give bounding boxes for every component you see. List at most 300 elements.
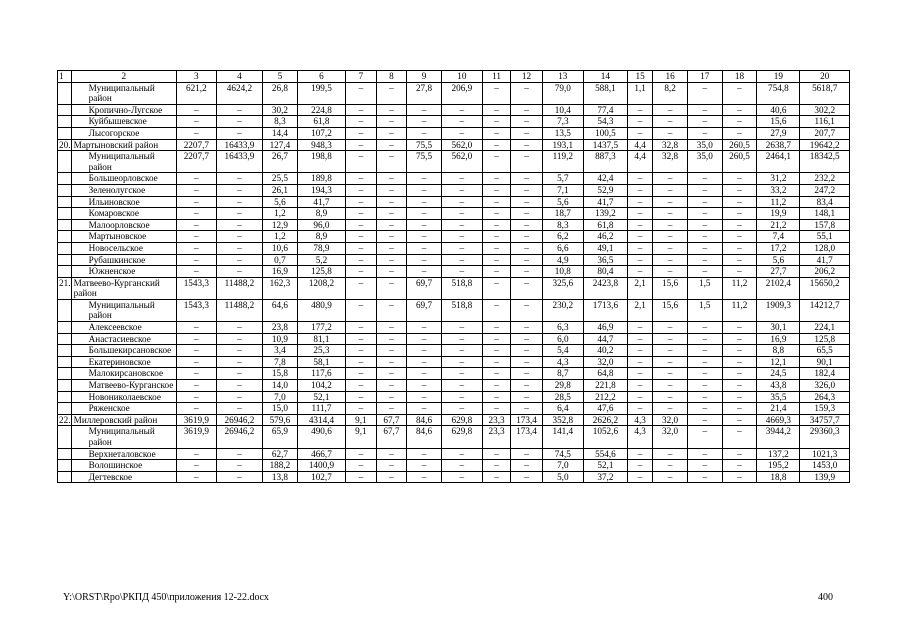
value-cell: – bbox=[627, 266, 652, 278]
table-row bbox=[58, 299, 850, 321]
row-number bbox=[58, 368, 72, 380]
value-cell: – bbox=[407, 322, 442, 334]
value-cell: 33,2 bbox=[757, 184, 800, 196]
value-cell: 111,7 bbox=[297, 403, 345, 415]
value-cell: 61,8 bbox=[297, 116, 345, 128]
value-cell: 518,8 bbox=[441, 277, 482, 299]
value-cell: 35,0 bbox=[687, 139, 722, 151]
value-cell: – bbox=[346, 82, 377, 104]
value-cell: 182,4 bbox=[800, 368, 850, 380]
value-cell: – bbox=[511, 219, 543, 231]
value-cell: – bbox=[216, 196, 262, 208]
value-cell: 352,8 bbox=[542, 414, 583, 426]
row-number bbox=[58, 208, 72, 220]
value-cell: 1713,6 bbox=[583, 299, 627, 321]
value-cell: – bbox=[441, 208, 482, 220]
value-cell: – bbox=[482, 322, 510, 334]
value-cell: – bbox=[511, 196, 543, 208]
value-cell: 480,9 bbox=[297, 299, 345, 321]
value-cell: – bbox=[653, 391, 688, 403]
value-cell: – bbox=[346, 231, 377, 243]
table-row bbox=[58, 426, 850, 448]
column-number: 1 bbox=[58, 71, 72, 83]
value-cell: 1400,9 bbox=[297, 460, 345, 472]
table-row bbox=[58, 448, 850, 460]
column-number: 10 bbox=[441, 71, 482, 83]
value-cell: 554,6 bbox=[583, 448, 627, 460]
value-cell: 44,7 bbox=[583, 333, 627, 345]
value-cell: – bbox=[407, 184, 442, 196]
value-cell: – bbox=[176, 333, 216, 345]
value-cell: 588,1 bbox=[583, 82, 627, 104]
value-cell: – bbox=[482, 277, 510, 299]
value-cell: 189,8 bbox=[297, 173, 345, 185]
value-cell: – bbox=[627, 460, 652, 472]
value-cell: – bbox=[407, 266, 442, 278]
value-cell: 4314,4 bbox=[297, 414, 345, 426]
value-cell: – bbox=[216, 345, 262, 357]
value-cell: – bbox=[511, 333, 543, 345]
value-cell: – bbox=[627, 184, 652, 196]
value-cell: – bbox=[687, 219, 722, 231]
value-cell: – bbox=[653, 184, 688, 196]
value-cell: 326,0 bbox=[800, 380, 850, 392]
row-number bbox=[58, 356, 72, 368]
value-cell: 562,0 bbox=[441, 139, 482, 151]
value-cell: 1909,3 bbox=[757, 299, 800, 321]
value-cell: – bbox=[687, 414, 722, 426]
value-cell: – bbox=[176, 231, 216, 243]
value-cell: – bbox=[627, 368, 652, 380]
row-name: Ильиновское bbox=[71, 196, 176, 208]
value-cell: – bbox=[176, 460, 216, 472]
column-number: 15 bbox=[627, 71, 652, 83]
value-cell: – bbox=[176, 254, 216, 266]
value-cell: – bbox=[627, 196, 652, 208]
value-cell: 1208,2 bbox=[297, 277, 345, 299]
value-cell: – bbox=[346, 116, 377, 128]
value-cell: 26946,2 bbox=[216, 414, 262, 426]
value-cell: – bbox=[407, 231, 442, 243]
row-number bbox=[58, 345, 72, 357]
value-cell: – bbox=[346, 104, 377, 116]
value-cell: 69,7 bbox=[407, 277, 442, 299]
value-cell: – bbox=[687, 333, 722, 345]
value-cell: – bbox=[722, 127, 757, 139]
value-cell: 30,2 bbox=[263, 104, 298, 116]
value-cell: 11488,2 bbox=[216, 277, 262, 299]
value-cell: 8,2 bbox=[653, 82, 688, 104]
value-cell: 64,6 bbox=[263, 299, 298, 321]
value-cell: – bbox=[216, 242, 262, 254]
value-cell: 18,7 bbox=[542, 208, 583, 220]
value-cell: 36,5 bbox=[583, 254, 627, 266]
value-cell: 207,7 bbox=[800, 127, 850, 139]
value-cell: – bbox=[176, 345, 216, 357]
value-cell: 1543,3 bbox=[176, 299, 216, 321]
value-cell: – bbox=[722, 254, 757, 266]
value-cell: – bbox=[627, 173, 652, 185]
value-cell: – bbox=[376, 333, 407, 345]
value-cell: – bbox=[346, 322, 377, 334]
value-cell: – bbox=[687, 254, 722, 266]
value-cell: 90,1 bbox=[800, 356, 850, 368]
row-number bbox=[58, 266, 72, 278]
value-cell: 0,7 bbox=[263, 254, 298, 266]
value-cell: 32,8 bbox=[653, 151, 688, 173]
value-cell: 141,4 bbox=[542, 426, 583, 448]
value-cell: – bbox=[346, 460, 377, 472]
value-cell: – bbox=[176, 173, 216, 185]
column-number: 17 bbox=[687, 71, 722, 83]
value-cell: – bbox=[482, 173, 510, 185]
value-cell: 3944,2 bbox=[757, 426, 800, 448]
value-cell: – bbox=[441, 380, 482, 392]
value-cell: 15650,2 bbox=[800, 277, 850, 299]
value-cell: 35,0 bbox=[687, 151, 722, 173]
value-cell: – bbox=[376, 356, 407, 368]
data-table bbox=[57, 70, 850, 483]
column-number: 3 bbox=[176, 71, 216, 83]
row-number bbox=[58, 254, 72, 266]
column-number-row bbox=[58, 71, 850, 83]
value-cell: – bbox=[176, 196, 216, 208]
value-cell: 14,0 bbox=[263, 380, 298, 392]
row-name: Муниципальный район bbox=[71, 299, 176, 321]
value-cell: – bbox=[653, 219, 688, 231]
table-row bbox=[58, 151, 850, 173]
value-cell: – bbox=[407, 448, 442, 460]
value-cell: – bbox=[376, 448, 407, 460]
value-cell: – bbox=[216, 116, 262, 128]
value-cell: 83,4 bbox=[800, 196, 850, 208]
value-cell: 23,8 bbox=[263, 322, 298, 334]
value-cell: – bbox=[511, 460, 543, 472]
value-cell: – bbox=[482, 254, 510, 266]
value-cell: – bbox=[441, 333, 482, 345]
value-cell: 4,3 bbox=[627, 426, 652, 448]
value-cell: 67,7 bbox=[376, 414, 407, 426]
value-cell: – bbox=[216, 322, 262, 334]
row-name: Рубашкинское bbox=[71, 254, 176, 266]
value-cell: – bbox=[653, 448, 688, 460]
column-number: 18 bbox=[722, 71, 757, 83]
value-cell: – bbox=[687, 322, 722, 334]
value-cell: – bbox=[407, 116, 442, 128]
value-cell: 80,4 bbox=[583, 266, 627, 278]
value-cell: – bbox=[511, 277, 543, 299]
value-cell: – bbox=[346, 254, 377, 266]
value-cell: – bbox=[441, 460, 482, 472]
value-cell: 4669,3 bbox=[757, 414, 800, 426]
value-cell: 23,3 bbox=[482, 414, 510, 426]
value-cell: 8,7 bbox=[542, 368, 583, 380]
value-cell: 14212,7 bbox=[800, 299, 850, 321]
value-cell: – bbox=[376, 231, 407, 243]
value-cell: – bbox=[653, 173, 688, 185]
value-cell: 26,8 bbox=[263, 82, 298, 104]
value-cell: 100,5 bbox=[583, 127, 627, 139]
value-cell: 41,7 bbox=[800, 254, 850, 266]
value-cell: – bbox=[216, 219, 262, 231]
value-cell: 9,1 bbox=[346, 414, 377, 426]
value-cell: 490,6 bbox=[297, 426, 345, 448]
value-cell: – bbox=[376, 345, 407, 357]
value-cell: 107,2 bbox=[297, 127, 345, 139]
value-cell: 2638,7 bbox=[757, 139, 800, 151]
row-name: Кропично-Лугское bbox=[71, 104, 176, 116]
table-row bbox=[58, 139, 850, 151]
row-name: Анастасиевское bbox=[71, 333, 176, 345]
value-cell: 65,9 bbox=[263, 426, 298, 448]
value-cell: 162,3 bbox=[263, 277, 298, 299]
value-cell: – bbox=[376, 299, 407, 321]
value-cell: – bbox=[482, 345, 510, 357]
value-cell: – bbox=[346, 333, 377, 345]
value-cell: – bbox=[511, 322, 543, 334]
value-cell: – bbox=[216, 208, 262, 220]
value-cell: 18,8 bbox=[757, 471, 800, 483]
value-cell: 29360,3 bbox=[800, 426, 850, 448]
value-cell: – bbox=[441, 184, 482, 196]
value-cell: – bbox=[482, 403, 510, 415]
value-cell: – bbox=[653, 322, 688, 334]
value-cell: 5,6 bbox=[542, 196, 583, 208]
value-cell: – bbox=[511, 242, 543, 254]
value-cell: – bbox=[216, 391, 262, 403]
value-cell: – bbox=[687, 356, 722, 368]
value-cell: – bbox=[407, 471, 442, 483]
table-row bbox=[58, 208, 850, 220]
value-cell: – bbox=[376, 242, 407, 254]
value-cell: 78,9 bbox=[297, 242, 345, 254]
value-cell: 188,2 bbox=[263, 460, 298, 472]
value-cell: 948,3 bbox=[297, 139, 345, 151]
value-cell: 11,2 bbox=[722, 299, 757, 321]
value-cell: 2464,1 bbox=[757, 151, 800, 173]
value-cell: 40,2 bbox=[583, 345, 627, 357]
value-cell: 58,1 bbox=[297, 356, 345, 368]
value-cell: 19642,2 bbox=[800, 139, 850, 151]
value-cell: – bbox=[441, 471, 482, 483]
value-cell: 127,4 bbox=[263, 139, 298, 151]
value-cell: – bbox=[511, 448, 543, 460]
table-row bbox=[58, 380, 850, 392]
value-cell: 6,0 bbox=[542, 333, 583, 345]
column-number: 20 bbox=[800, 71, 850, 83]
value-cell: – bbox=[346, 448, 377, 460]
value-cell: 2102,4 bbox=[757, 277, 800, 299]
value-cell: 119,2 bbox=[542, 151, 583, 173]
value-cell: 579,6 bbox=[263, 414, 298, 426]
value-cell: – bbox=[511, 231, 543, 243]
value-cell: 15,6 bbox=[653, 277, 688, 299]
value-cell: 41,7 bbox=[297, 196, 345, 208]
value-cell: 43,8 bbox=[757, 380, 800, 392]
row-name: Матвеево-Курганский район bbox=[71, 277, 176, 299]
value-cell: – bbox=[407, 196, 442, 208]
value-cell: – bbox=[441, 322, 482, 334]
value-cell: 62,7 bbox=[263, 448, 298, 460]
table-row bbox=[58, 242, 850, 254]
value-cell: 1543,3 bbox=[176, 277, 216, 299]
value-cell: – bbox=[511, 299, 543, 321]
value-cell: 125,8 bbox=[297, 266, 345, 278]
value-cell: 30,1 bbox=[757, 322, 800, 334]
value-cell: – bbox=[376, 116, 407, 128]
value-cell: – bbox=[407, 380, 442, 392]
value-cell: 3619,9 bbox=[176, 426, 216, 448]
value-cell: – bbox=[346, 299, 377, 321]
value-cell: – bbox=[482, 196, 510, 208]
data-sheet bbox=[57, 70, 850, 483]
value-cell: – bbox=[687, 460, 722, 472]
value-cell: 10,6 bbox=[263, 242, 298, 254]
value-cell: – bbox=[216, 333, 262, 345]
value-cell: – bbox=[482, 208, 510, 220]
value-cell: 206,9 bbox=[441, 82, 482, 104]
value-cell: – bbox=[407, 391, 442, 403]
value-cell: 35,5 bbox=[757, 391, 800, 403]
value-cell: – bbox=[407, 127, 442, 139]
row-name: Волошинское bbox=[71, 460, 176, 472]
value-cell: – bbox=[376, 139, 407, 151]
value-cell: – bbox=[653, 368, 688, 380]
value-cell: – bbox=[482, 184, 510, 196]
value-cell: 2,1 bbox=[627, 277, 652, 299]
value-cell: – bbox=[176, 391, 216, 403]
value-cell: – bbox=[376, 403, 407, 415]
value-cell: – bbox=[687, 116, 722, 128]
value-cell: 148,1 bbox=[800, 208, 850, 220]
value-cell: 6,2 bbox=[542, 231, 583, 243]
value-cell: 49,1 bbox=[583, 242, 627, 254]
value-cell: – bbox=[722, 380, 757, 392]
value-cell: – bbox=[687, 82, 722, 104]
value-cell: – bbox=[687, 208, 722, 220]
value-cell: 32,0 bbox=[653, 414, 688, 426]
value-cell: 61,8 bbox=[583, 219, 627, 231]
value-cell: – bbox=[376, 184, 407, 196]
value-cell: – bbox=[376, 460, 407, 472]
value-cell: 5,0 bbox=[542, 471, 583, 483]
value-cell: 13,8 bbox=[263, 471, 298, 483]
column-number: 11 bbox=[482, 71, 510, 83]
column-number: 4 bbox=[216, 71, 262, 83]
value-cell: 621,2 bbox=[176, 82, 216, 104]
value-cell: – bbox=[482, 460, 510, 472]
value-cell: – bbox=[687, 345, 722, 357]
value-cell: – bbox=[653, 333, 688, 345]
value-cell: – bbox=[653, 460, 688, 472]
table-row bbox=[58, 231, 850, 243]
value-cell: – bbox=[511, 403, 543, 415]
value-cell: 7,1 bbox=[542, 184, 583, 196]
value-cell: 8,9 bbox=[297, 208, 345, 220]
value-cell: 27,9 bbox=[757, 127, 800, 139]
value-cell: 4,3 bbox=[627, 414, 652, 426]
value-cell: – bbox=[511, 368, 543, 380]
row-name: Малокирсановское bbox=[71, 368, 176, 380]
row-name: Матвеево-Курганское bbox=[71, 380, 176, 392]
row-number bbox=[58, 127, 72, 139]
value-cell: – bbox=[511, 104, 543, 116]
value-cell: – bbox=[653, 231, 688, 243]
value-cell: – bbox=[482, 231, 510, 243]
value-cell: – bbox=[346, 391, 377, 403]
column-number: 7 bbox=[346, 71, 377, 83]
value-cell: 5,6 bbox=[263, 196, 298, 208]
value-cell: – bbox=[722, 426, 757, 448]
value-cell: 2207,7 bbox=[176, 151, 216, 173]
value-cell: 199,5 bbox=[297, 82, 345, 104]
value-cell: – bbox=[346, 266, 377, 278]
value-cell: – bbox=[722, 196, 757, 208]
table-row bbox=[58, 266, 850, 278]
value-cell: – bbox=[653, 254, 688, 266]
value-cell: – bbox=[687, 426, 722, 448]
value-cell: 2,1 bbox=[627, 299, 652, 321]
value-cell: – bbox=[511, 151, 543, 173]
value-cell: – bbox=[407, 219, 442, 231]
value-cell: 264,3 bbox=[800, 391, 850, 403]
value-cell: – bbox=[346, 242, 377, 254]
value-cell: – bbox=[627, 380, 652, 392]
value-cell: 2207,7 bbox=[176, 139, 216, 151]
value-cell: – bbox=[687, 380, 722, 392]
value-cell: – bbox=[687, 266, 722, 278]
value-cell: – bbox=[722, 403, 757, 415]
table-row bbox=[58, 116, 850, 128]
value-cell: 47,6 bbox=[583, 403, 627, 415]
value-cell: 46,2 bbox=[583, 231, 627, 243]
value-cell: 5,4 bbox=[542, 345, 583, 357]
value-cell: – bbox=[441, 391, 482, 403]
value-cell: 11488,2 bbox=[216, 299, 262, 321]
value-cell: 84,6 bbox=[407, 426, 442, 448]
value-cell: 1,5 bbox=[687, 299, 722, 321]
value-cell: – bbox=[653, 208, 688, 220]
value-cell: – bbox=[441, 345, 482, 357]
value-cell: – bbox=[176, 104, 216, 116]
value-cell: – bbox=[407, 356, 442, 368]
value-cell: – bbox=[376, 219, 407, 231]
value-cell: 54,3 bbox=[583, 116, 627, 128]
value-cell: – bbox=[216, 231, 262, 243]
value-cell: – bbox=[176, 266, 216, 278]
value-cell: 27,8 bbox=[407, 82, 442, 104]
value-cell: – bbox=[511, 380, 543, 392]
value-cell: – bbox=[722, 448, 757, 460]
table-row bbox=[58, 356, 850, 368]
value-cell: 1,1 bbox=[627, 82, 652, 104]
row-number bbox=[58, 116, 72, 128]
value-cell: – bbox=[511, 254, 543, 266]
value-cell: 23,3 bbox=[482, 426, 510, 448]
value-cell: 230,2 bbox=[542, 299, 583, 321]
value-cell: 887,3 bbox=[583, 151, 627, 173]
value-cell: – bbox=[511, 471, 543, 483]
value-cell: – bbox=[346, 403, 377, 415]
value-cell: 128,0 bbox=[800, 242, 850, 254]
value-cell: 28,5 bbox=[542, 391, 583, 403]
row-name: Куйбышевское bbox=[71, 116, 176, 128]
value-cell: – bbox=[722, 242, 757, 254]
value-cell: 206,2 bbox=[800, 266, 850, 278]
row-number bbox=[58, 460, 72, 472]
table-row bbox=[58, 403, 850, 415]
table-row bbox=[58, 471, 850, 483]
